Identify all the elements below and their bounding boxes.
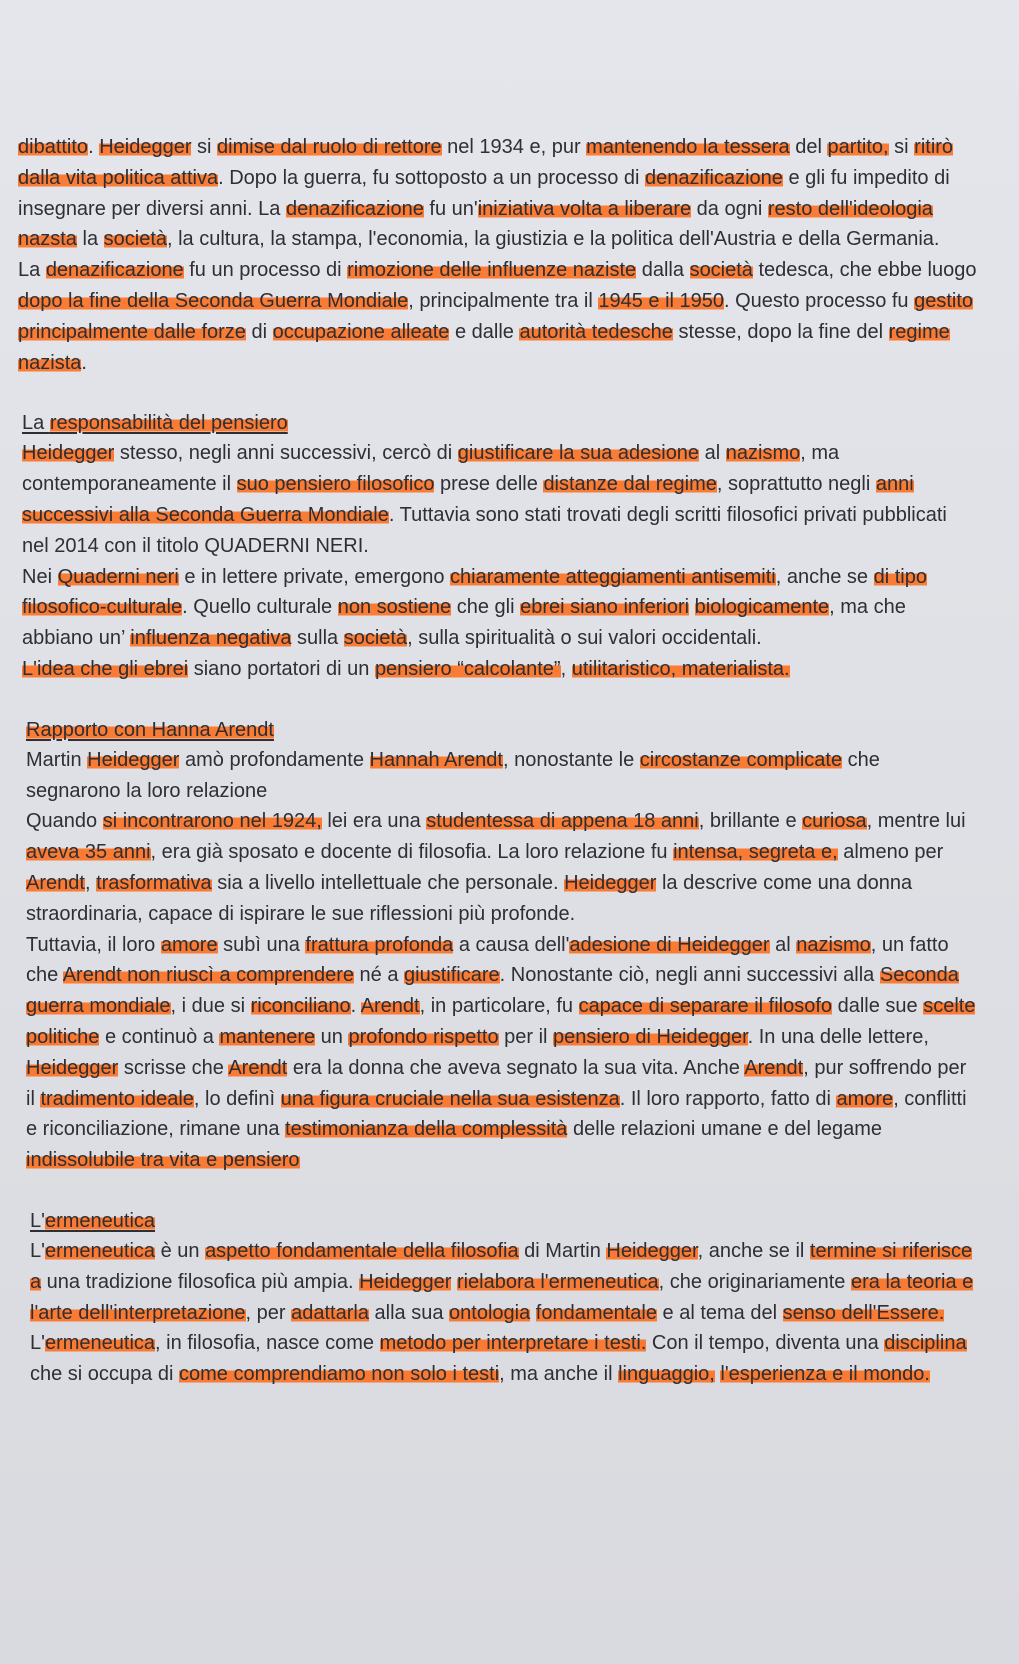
highlighted-text: aspetto fondamentale della filosofia — [205, 1239, 519, 1262]
highlighted-text: nazismo — [725, 442, 801, 465]
highlighted-text: Heidegger — [99, 136, 192, 158]
highlighted-text: si incontrarono nel 1924, — [102, 810, 322, 833]
highlighted-text: società — [689, 259, 753, 282]
highlighted-text: pensiero di Heidegger — [553, 1025, 748, 1048]
highlighted-text: 1945 e il 1950 — [598, 289, 725, 312]
highlighted-text: termine si riferisce a — [30, 1239, 973, 1293]
highlighted-text: Heidegger — [87, 748, 180, 771]
highlighted-text: capace di separare il filosofo — [578, 995, 833, 1018]
highlighted-text: Arendt — [360, 995, 420, 1018]
highlighted-text: intensa, segreta e, — [673, 841, 838, 864]
highlighted-text: linguaggio, — [618, 1363, 715, 1386]
highlighted-text: ermeneutica — [44, 1239, 156, 1262]
highlighted-text: autorità tedesche — [519, 320, 673, 343]
highlighted-text: indissolubile tra vita e pensiero — [26, 1149, 300, 1172]
highlighted-text: regime nazista — [18, 320, 950, 374]
highlighted-text: società — [103, 228, 167, 251]
highlighted-text: Heidegger — [22, 442, 115, 465]
highlighted-text: pensiero “calcolante” — [374, 657, 561, 680]
highlighted-text: studentessa di appena 18 anni — [426, 810, 699, 833]
highlighted-text: circostanze complicate — [639, 748, 843, 771]
section-2-paragraph-3: Tuttavia, il loro amore subì una frattura profonda a causa dell'adesione di Heidegger al nazismo, un fatto che Arendt non riuscì a comprendere né a giustificare. Nonostante ciò, negli anni successivi alla Seconda guerra mondiale, i due si riconciliano. Arendt, in particolare, fu capace di separare il filosofo dalle sue scelte politiche e continuò a mantenere un profondo rispetto per il pensiero di Heidegger. In una delle lettere, Heidegger scrisse che Arendt era la donna che aveva segnato la sua vita. Anche Arendt, pur soffrendo per il tradimento ideale, lo definì una figura cruciale nella sua esistenza. Il loro rapporto, fatto di amore, conflitti e riconciliazione, rimane una testimonianza della complessità delle relazioni umane e del legame indissolubile tra vita e pensiero — [26, 933, 976, 1172]
highlighted-text: ebrei siano inferiori — [520, 596, 690, 619]
highlighted-text: anni successivi alla Seconda Guerra Mondiale — [22, 473, 914, 526]
highlighted-text: ontologia — [449, 1301, 531, 1324]
highlighted-text: biologicamente — [694, 596, 830, 619]
section-2-paragraph-1: Martin Heidegger amò profondamente Hannah Arendt, nonostante le circostanze complicate che segnarono la loro relazione — [26, 748, 880, 802]
highlighted-text: partito, — [827, 136, 889, 158]
section-2-paragraph-2: Quando si incontrarono nel 1924, lei era una studentessa di appena 18 anni, brillante e curiosa, mentre lui aveva 35 anni, era già sposato e docente di filosofia. La loro relazione fu intensa, segreta e, almeno per Arendt, trasformativa sia a livello intellettuale che personale. Heidegger la descrive come una donna straordinaria, capace di ispirare le sue riflessioni più profonde. — [26, 810, 966, 925]
highlighted-text: adesione di Heidegger — [569, 933, 770, 956]
highlighted-text: Heidegger — [564, 871, 657, 894]
highlighted-text: tradimento ideale — [40, 1087, 194, 1110]
highlighted-text: riconciliano — [250, 995, 351, 1018]
highlighted-text: scelte politiche — [26, 995, 976, 1048]
highlighted-text: l'esperienza e il mondo. — [720, 1363, 930, 1386]
highlighted-text: adattarla — [291, 1301, 369, 1324]
highlighted-text: suo pensiero filosofico — [236, 473, 435, 496]
highlighted-text: nazismo — [796, 933, 871, 956]
highlighted-text: una figura cruciale nella sua esistenza — [280, 1087, 620, 1110]
highlighted-text: giustificare — [404, 964, 500, 987]
section-3-paragraph-1: L'ermeneutica è un aspetto fondamentale della filosofia di Martin Heidegger, anche se il termine si riferisce a una tradizione filosofica più ampia. Heidegger rielabora l'ermeneutica, che originariamente era la teoria e l'arte dell'interpretazione, per adattarla alla sua ontologia fondamentale e al tema del senso dell'Essere. — [30, 1239, 974, 1324]
highlighted-text: dimise dal ruolo di rettore — [217, 136, 442, 158]
section-3-paragraph-2: L'ermeneutica, in filosofia, nasce come metodo per interpretare i testi. Con il tempo, diventa una disciplina che si occupa di come comprendiamo non solo i testi, ma anche il linguaggio, l'esperienza e il mondo. — [30, 1332, 967, 1386]
highlighted-text: era la teoria e — [850, 1270, 974, 1293]
highlighted-text: responsabilità del pensiero — [49, 412, 288, 435]
highlighted-text: Arendt — [26, 871, 85, 894]
highlighted-text: distanze dal regime — [543, 473, 717, 496]
highlighted-text: l'arte dell'interpretazione — [30, 1301, 246, 1324]
highlighted-text: società — [343, 627, 408, 650]
highlighted-text: fondamentale — [535, 1301, 657, 1324]
highlighted-text: Heidegger — [359, 1270, 452, 1293]
highlighted-text: ermeneutica — [44, 1209, 156, 1232]
section-1-paragraph-2: Nei Quaderni neri e in lettere private, emergono chiaramente atteggiamenti antisemiti, anche se di tipo filosofico-culturale. Quello culturale non sostiene che gli ebrei siano inferiori biologicamente, ma che abbiano un’ influenza negativa sulla società, sulla spiritualità o sui valori occidentali. — [22, 565, 927, 650]
highlighted-text: rielabora l'ermeneutica — [456, 1270, 659, 1293]
highlighted-text: resto dell'ideologia nazsta — [18, 197, 933, 251]
highlighted-text: dopo la fine della Seconda Guerra Mondiale — [18, 289, 409, 312]
section-1-paragraph-3: L'idea che gli ebrei siano portatori di un pensiero “calcolante”, utilitaristico, materialista. — [22, 657, 790, 680]
highlighted-text: mantenere — [219, 1025, 316, 1048]
highlighted-text: dibattito — [18, 136, 89, 158]
highlighted-text: Arendt non riuscì a comprendere — [62, 964, 354, 987]
highlighted-text: Arendt — [744, 1056, 804, 1079]
highlighted-text: mantenendo la tessera — [586, 136, 790, 158]
highlighted-text: trasformativa — [96, 871, 212, 894]
highlighted-text: giustificare la sua adesione — [457, 442, 700, 465]
highlighted-text: denazificazione — [645, 166, 783, 189]
highlighted-text: Seconda guerra mondiale — [26, 964, 959, 1018]
highlighted-text: ritirò dalla vita politica attiva — [18, 136, 954, 189]
highlighted-text: Heidegger — [606, 1239, 698, 1262]
highlighted-text: metodo per interpretare i testi. — [379, 1332, 647, 1355]
highlighted-text: come comprendiamo non solo i testi — [178, 1363, 500, 1386]
highlighted-text: testimonianza della complessità — [285, 1118, 568, 1141]
section-heading-responsabilita: La responsabilità del pensiero — [22, 412, 288, 435]
highlighted-text: chiaramente atteggiamenti antisemiti — [450, 565, 776, 588]
highlighted-text: denazificazione — [285, 197, 424, 220]
highlighted-text: amore — [160, 933, 218, 956]
highlighted-text: influenza negativa — [130, 627, 292, 650]
section-heading-arendt — [18, 715, 979, 745]
highlighted-text: non sostiene — [337, 596, 452, 619]
highlighted-text: amore — [836, 1087, 894, 1110]
highlighted-text: Hannah Arendt — [369, 748, 503, 771]
highlighted-text: Rapporto con Hanna Arendt — [26, 718, 274, 741]
highlighted-text: curiosa — [802, 810, 867, 833]
highlighted-text: profondo rispetto — [348, 1025, 499, 1048]
highlighted-text: Heidegger — [26, 1056, 119, 1079]
highlighted-text: Arendt — [228, 1056, 288, 1079]
highlighted-text: rimozione delle influenze naziste — [347, 259, 637, 282]
highlighted-text: occupazione alleate — [272, 320, 450, 343]
highlighted-text: frattura profonda — [305, 933, 454, 956]
highlighted-text: senso dell'Essere. — [782, 1301, 945, 1324]
highlighted-text: disciplina — [884, 1332, 967, 1355]
intro-paragraph-1: dibattito. Heidegger si dimise dal ruolo di rettore nel 1934 e, pur mantenendo la tessera del partito, si ritirò dalla vita politica attiva. Dopo la guerra, fu sottoposto a un processo di denazificazione e gli fu impedito di insegnare per diversi anni. La denazificazione fu un'iniziativa volta a liberare da ogni resto dell'ideologia nazsta la società, la cultura, la stampa, l'economia, la giustizia e la politica dell'Austria e della Germania. — [18, 136, 954, 251]
highlighted-text: utilitaristico, materialista. — [571, 657, 790, 680]
highlighted-text: iniziativa volta a liberare — [477, 197, 692, 220]
section-1-paragraph-1: Heidegger stesso, negli anni successivi, cercò di giustificare la sua adesione al nazismo, ma contemporaneamente il suo pensiero filosofico prese delle distanze dal regime, soprattutto negli anni successivi alla Seconda Guerra Mondiale. Tuttavia sono stati trovati degli scritti filosofici privati pubblicati nel 2014 con il titolo QUADERNI NERI. — [22, 442, 947, 557]
highlighted-text: aveva 35 anni — [26, 841, 151, 864]
intro-paragraph-2: La denazificazione fu un processo di rimozione delle influenze naziste dalla società tedesca, che ebbe luogo dopo la fine della Seconda Guerra Mondiale, principalmente tra il 1945 e il 1950. Questo processo fu gestito principalmente dalle forze di occupazione alleate e dalle autorità tedesche stesse, dopo la fine del regime nazista. — [18, 259, 977, 374]
highlighted-text: denazificazione — [45, 259, 184, 282]
highlighted-text: L'idea che gli ebrei — [22, 657, 189, 680]
highlighted-text: Quaderni neri — [57, 565, 179, 588]
section-heading-ermeneutica: L'ermeneutica — [30, 1209, 156, 1232]
highlighted-text: gestito principalmente dalle forze — [18, 289, 974, 343]
highlighted-text: di tipo filosofico-culturale — [22, 565, 927, 619]
highlighted-text: ermeneutica — [44, 1332, 156, 1355]
